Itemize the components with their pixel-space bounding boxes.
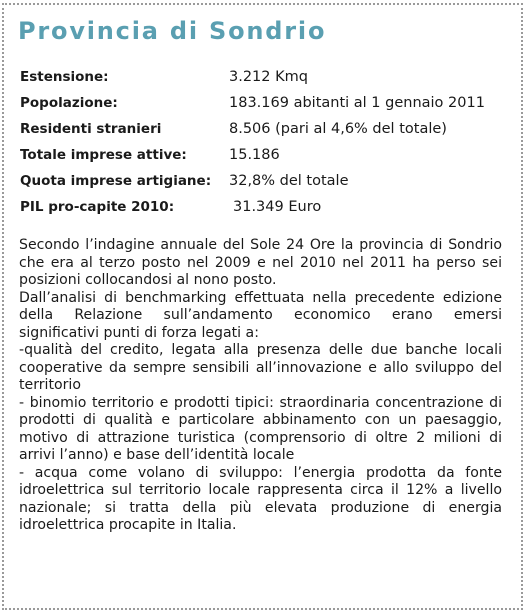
fact-value: 8.506 (pari al 4,6% del totale) xyxy=(229,121,447,137)
paragraph-credito: -qualità del credito, legata alla presenza delle due banche locali cooperative da sempre sensibili all’innovazione e allo sviluppo del territorio xyxy=(19,342,502,393)
fact-row-imprese-artigiane xyxy=(20,168,500,194)
fact-label: Totale imprese attive: xyxy=(20,147,187,163)
paragraph-acqua: - acqua come volano di sviluppo: l’energia prodotta da fonte idroelettrica sul territorio locale rappresenta circa il 12% a livello nazionale; si tratta della più elevata produzione di energia idroelettrica procapite in Italia. xyxy=(19,464,502,533)
page-title: Provincia di Sondrio xyxy=(18,17,327,45)
fact-label: PIL pro-capite 2010: xyxy=(20,199,175,215)
paragraph-ranking: Secondo l’indagine annuale del Sole 24 Ore la provincia di Sondrio che era al terzo posto nel 2009 e nel 2010 nel 2011 ha perso sei posizioni collocandosi al nono posto. xyxy=(19,237,502,288)
paragraph-territorio: - binomio territorio e prodotti tipici: straordinaria concentrazione di prodotti di qualità e particolare abbinamento con un paesaggio, motivo di attrazione turistica (comprensorio di oltre 2 milioni di arrivi l’anno) e base dell’identità locale xyxy=(19,394,502,463)
fact-label: Popolazione: xyxy=(20,95,118,111)
fact-value: 31.349 Euro xyxy=(233,199,322,215)
key-facts-list xyxy=(20,64,500,220)
body-text xyxy=(19,237,502,535)
fact-row-pil-pro-capite xyxy=(20,194,500,220)
fact-row-imprese-attive xyxy=(20,142,500,168)
fact-label: Quota imprese artigiane: xyxy=(20,173,212,189)
fact-row-residenti-stranieri xyxy=(20,116,500,142)
fact-value: 15.186 xyxy=(229,147,280,163)
fact-value: 32,8% del totale xyxy=(229,173,349,189)
fact-label: Estensione: xyxy=(20,69,109,85)
fact-row-popolazione xyxy=(20,90,500,116)
fact-value: 3.212 Kmq xyxy=(229,69,308,85)
paragraph-benchmarking: Dall’analisi di benchmarking effettuata nella precedente edizione della Relazione sull’andamento economico erano emersi significativi punti di forza legati a: xyxy=(19,289,502,341)
fact-row-estensione xyxy=(20,64,500,90)
fact-label: Residenti stranieri xyxy=(20,121,162,137)
fact-value: 183.169 abitanti al 1 gennaio 2011 xyxy=(229,95,485,111)
